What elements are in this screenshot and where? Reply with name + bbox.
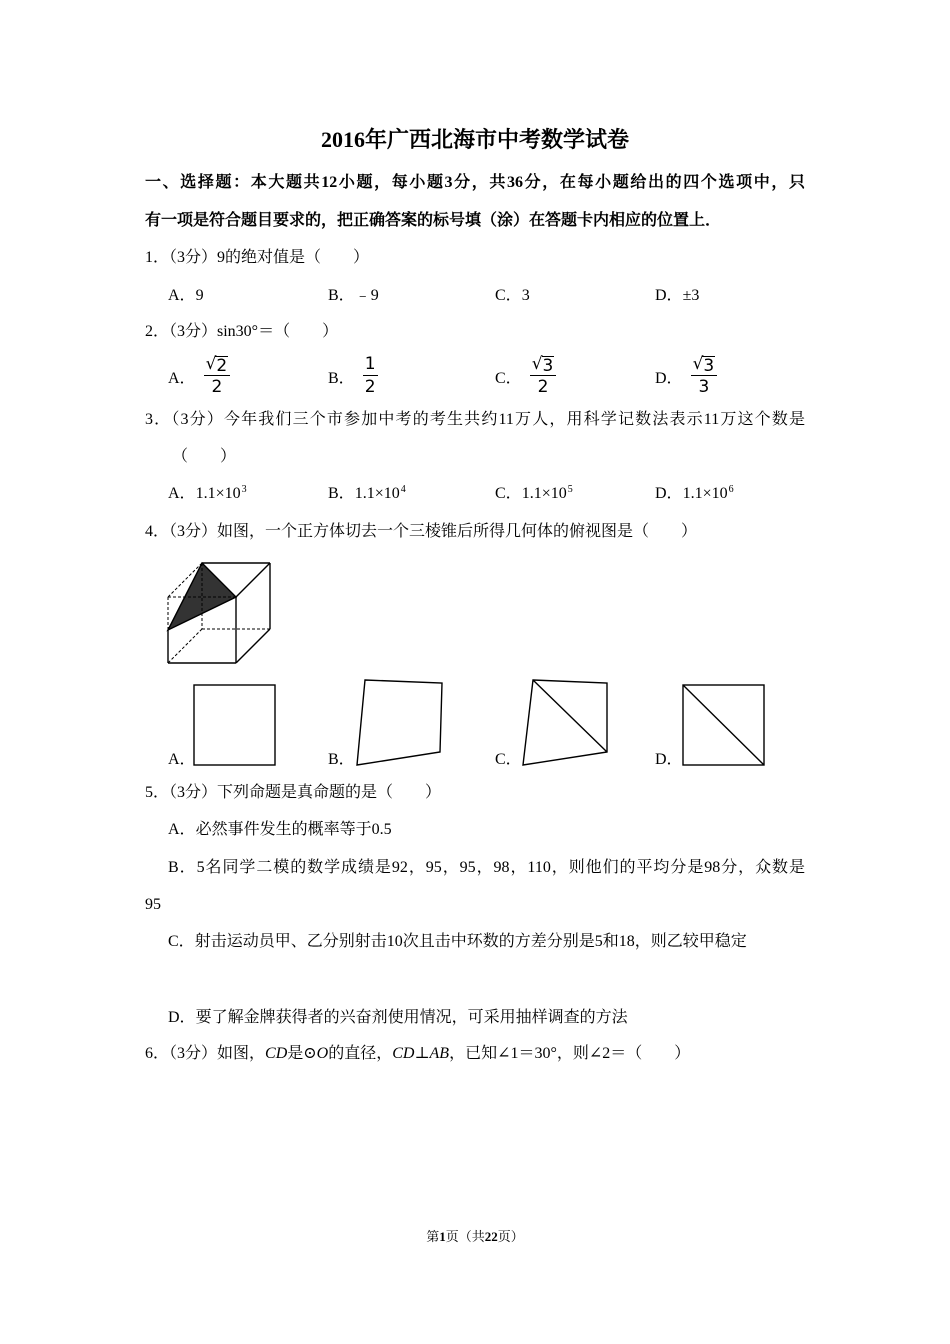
- option-label: A．: [168, 485, 196, 502]
- question-5-option-b-continuation: 95: [145, 896, 161, 913]
- footer-text: 第: [426, 1229, 440, 1244]
- question-5-option-d: [168, 1007, 628, 1029]
- radicand: 2: [216, 356, 228, 376]
- question-1-option-d: [655, 285, 699, 307]
- stem-text: 的直径，: [328, 1045, 393, 1062]
- option-label: B．: [328, 287, 355, 304]
- option-base: 1.1×10: [354, 485, 400, 502]
- section-heading-line-2: 有一项是符合题目要求的，把正确答案的标号填（涂）在答题卡内相应的位置上．: [145, 212, 722, 229]
- question-5-option-b: [168, 857, 805, 879]
- exam-title: 2016年广西北海市中考数学试卷: [320, 127, 629, 152]
- question-3-option-c: [495, 483, 573, 505]
- question-2-stem: 2．（3分）sin30°＝（ ）: [145, 323, 339, 340]
- radicand: 3: [542, 356, 554, 376]
- question-4-option-b-label: B．: [328, 751, 355, 768]
- segment-ab: AB: [429, 1045, 450, 1062]
- option-label: C．: [495, 369, 522, 387]
- question-6-stem: [145, 1043, 690, 1065]
- fraction-numerator: 1: [364, 354, 376, 374]
- option-text: ﹣9: [354, 287, 379, 304]
- fraction: [204, 354, 231, 398]
- option-label: A．: [168, 287, 196, 304]
- question-1-stem: 1．（3分）9的绝对值是（ ）: [145, 249, 370, 266]
- footer-text: 页（共: [445, 1229, 485, 1244]
- option-text: 射击运动员甲、乙分别射击10次且击中环数的方差分别是5和18，则乙较甲稳定: [194, 933, 747, 950]
- fraction: [530, 354, 557, 398]
- option-label: A．: [168, 369, 196, 387]
- fraction: [363, 354, 378, 398]
- option-exponent: 4: [400, 484, 406, 495]
- question-2-option-d: [655, 353, 717, 399]
- option-label: C．: [495, 485, 522, 502]
- question-2-option-c: [495, 353, 556, 399]
- option-label: A．: [168, 821, 196, 838]
- option-label: D．: [655, 287, 683, 304]
- question-4-option-d-label: D．: [655, 751, 683, 768]
- sqrt-symbol: √: [205, 354, 217, 374]
- segment-cd: CD: [265, 1045, 288, 1062]
- fraction-denominator: 2: [211, 377, 223, 397]
- question-4-option-c-figure: [518, 675, 613, 770]
- option-base: 1.1×10: [521, 485, 567, 502]
- question-3-option-a: [168, 483, 247, 505]
- cut-cube-figure: [160, 555, 280, 670]
- option-label: B．: [328, 369, 355, 387]
- fraction: [691, 354, 718, 398]
- fraction-denominator: 2: [364, 377, 376, 397]
- question-4-option-b-figure: [350, 675, 450, 770]
- question-5-option-c: [168, 931, 747, 953]
- option-base: 1.1×10: [682, 485, 728, 502]
- question-4-option-c-label: C．: [495, 751, 522, 768]
- sqrt-symbol: √: [531, 354, 543, 374]
- option-exponent: 6: [728, 484, 734, 495]
- option-label: D．: [168, 1009, 196, 1026]
- option-base: 1.1×10: [195, 485, 241, 502]
- radicand: 3: [703, 356, 715, 376]
- segment-cd: CD: [392, 1045, 415, 1062]
- question-4-option-a-figure: [190, 680, 280, 770]
- question-4-stem: 4．（3分）如图，一个正方体切去一个三棱锥后所得几何体的俯视图是（ ）: [145, 523, 698, 540]
- option-label: B．: [328, 485, 355, 502]
- option-text: 3: [521, 287, 530, 304]
- option-text: 5名同学二模的数学成绩是92，95，95，98，110，则他们的平均分是98分，众数是: [196, 859, 805, 876]
- circle-center-o: O: [316, 1045, 329, 1062]
- option-label: D．: [655, 485, 683, 502]
- option-label: C．: [168, 933, 195, 950]
- page-footer: [0, 1228, 950, 1246]
- option-text: ±3: [682, 287, 700, 304]
- option-text: 必然事件发生的概率等于0.5: [195, 821, 392, 838]
- question-1-option-a: [168, 285, 204, 307]
- option-label: B．: [168, 859, 197, 876]
- current-page-number: 1: [439, 1229, 446, 1244]
- question-4-option-a-label: A．: [168, 751, 196, 768]
- question-2-option-b: [328, 353, 378, 399]
- stem-text: 6．（3分）如图，: [145, 1045, 266, 1062]
- question-3-option-d: [655, 483, 734, 505]
- sqrt-symbol: √: [692, 354, 704, 374]
- option-text: 要了解金牌获得者的兴奋剂使用情况，可采用抽样调查的方法: [195, 1009, 628, 1026]
- question-1-option-b: [328, 285, 379, 307]
- option-label: C．: [495, 287, 522, 304]
- fraction-denominator: 3: [698, 377, 710, 397]
- option-text: 9: [195, 287, 204, 304]
- question-1-option-c: [495, 285, 530, 307]
- fraction-numerator: [204, 354, 231, 376]
- question-3-option-b: [328, 483, 406, 505]
- option-exponent: 5: [567, 484, 573, 495]
- question-3-stem: 3．（3分）今年我们三个市参加中考的考生共约11万人，用科学记数法表示11万这个数是: [145, 411, 805, 428]
- section-heading-line-1: 一、选择题：本大题共12小题，每小题3分，共36分，在每小题给出的四个选项中，只: [145, 174, 805, 191]
- question-3-answer-blank: （ ）: [172, 448, 237, 465]
- perpendicular-symbol: ⊥: [414, 1045, 430, 1062]
- question-5-option-a: [168, 819, 392, 841]
- fraction-numerator: [691, 354, 718, 376]
- option-exponent: 3: [241, 484, 247, 495]
- option-label: D．: [655, 369, 683, 387]
- question-4-option-d-figure: [678, 680, 770, 770]
- fraction-denominator: 2: [537, 377, 549, 397]
- total-pages: 22: [484, 1229, 498, 1244]
- stem-text: ，已知∠1＝30°，则∠2＝（ ）: [449, 1045, 691, 1062]
- stem-text: 是⊙: [287, 1045, 317, 1062]
- question-5-stem: 5．（3分）下列命题是真命题的是（ ）: [145, 784, 442, 801]
- footer-text: 页）: [497, 1229, 524, 1244]
- question-2-option-a: [168, 353, 230, 399]
- fraction-numerator: [530, 354, 557, 376]
